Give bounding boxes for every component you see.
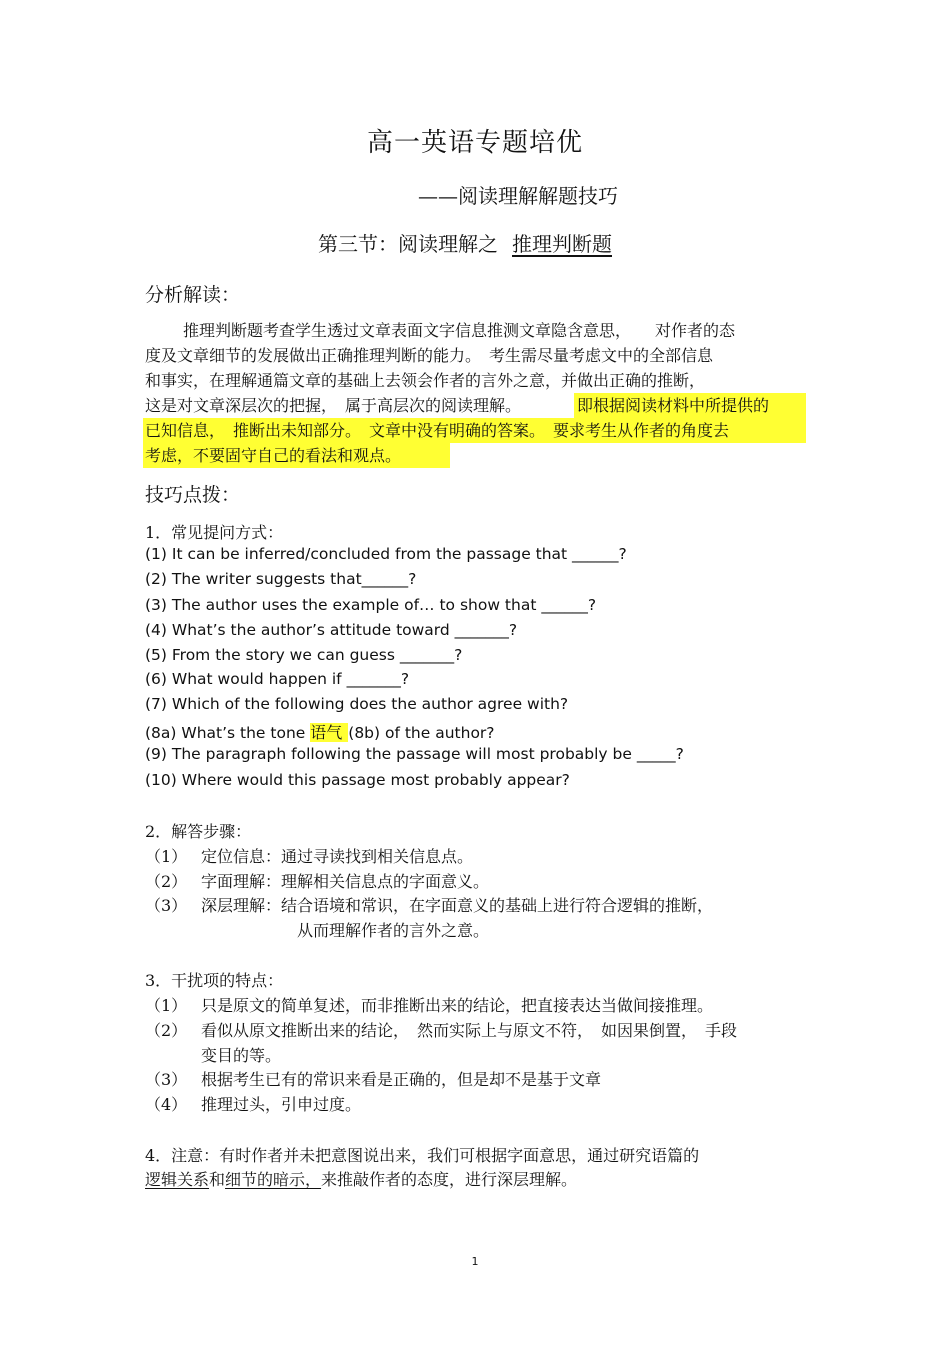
distractor-2-num: （2） (145, 1021, 188, 1040)
step-1-num: （1） (145, 847, 188, 866)
step-2-text: 字面理解：理解相关信息点的字面意义。 (201, 872, 490, 891)
step-2-num: （2） (145, 872, 188, 891)
step-3-num: （3） (145, 896, 188, 915)
note-line-1: 4．注意：有时作者并未把意图说出来，我们可根据字面意思，通过研究语篇的 (145, 1146, 700, 1165)
analysis-line-3: 和事实，在理解通篇文章的基础上去领会作者的言外之意，并做出正确的推断， (145, 371, 706, 390)
distractor-1-num: （1） (145, 996, 188, 1015)
analysis-line-2: 度及文章细节的发展做出正确推理判断的能力。 考生需尽量考虑文中的全部信息 (145, 346, 714, 365)
question-5: (5) From the story we can guess _______? (145, 646, 463, 664)
document-subtitle: ——阅读理解解题技巧 (418, 184, 618, 208)
step-1-text: 定位信息：通过寻读找到相关信息点。 (201, 847, 474, 866)
question-1: (1) It can be inferred/concluded from the passage that ______? (145, 545, 627, 563)
question-8-end: (8b) of the author? (348, 724, 495, 742)
note-conjunction: 和 (209, 1170, 226, 1189)
question-6: (6) What would happen if _______? (145, 670, 410, 688)
analysis-highlight-2: 已知信息， 推断出未知部分。 文章中没有明确的答案。 要求考生从作者的角度去 (145, 421, 730, 440)
analysis-line-4: 这是对文章深层次的把握， 属于高层次的阅读理解。 (145, 396, 522, 415)
question-8-highlight: 语气 (310, 723, 348, 742)
document-title: 高一英语专题培优 (366, 128, 583, 158)
note-line-2 (145, 1167, 577, 1190)
distractor-4-text: 推理过头，引申过度。 (201, 1095, 362, 1114)
question-types-heading: 1．常见提问方式： (145, 523, 284, 542)
analysis-heading: 分析解读： (145, 284, 241, 306)
question-10: (10) Where would this passage most probably appear? (145, 771, 570, 789)
question-9: (9) The paragraph following the passage will most probably be _____? (145, 745, 684, 763)
distractor-3-text: 根据考生已有的常识来看是正确的，但是却不是基于文章 (201, 1070, 602, 1089)
section-topic: 推理判断题 (512, 232, 612, 256)
distractor-heading: 3．干扰项的特点： (145, 971, 284, 990)
distractor-1-text: 只是原文的简单复述，而非推断出来的结论，把直接表达当做间接推理。 (201, 996, 714, 1015)
page-number: 1 (471, 1255, 479, 1268)
note-underline-logic: 逻辑关系 (145, 1170, 210, 1189)
analysis-line-1: 推理判断题考查学生透过文章表面文字信息推测文章隐含意思， 对作者的态 (183, 321, 736, 340)
step-3-text: 深层理解：结合语境和常识，在字面意义的基础上进行符合逻辑的推断， (201, 896, 714, 915)
steps-heading: 2．解答步骤： (145, 822, 252, 841)
distractor-2-text: 看似从原文推断出来的结论， 然而实际上与原文不符， 如因果倒置， 手段 (201, 1021, 738, 1040)
distractor-4-num: （4） (145, 1095, 188, 1114)
analysis-highlight-1: 即根据阅读材料中所提供的 (577, 396, 770, 415)
question-8 (145, 720, 495, 743)
question-4: (4) What’s the author’s attitude toward _______? (145, 621, 518, 639)
question-8-start: (8a) What’s the tone (145, 724, 311, 742)
question-7: (7) Which of the following does the author agree with? (145, 695, 569, 713)
step-3-continued: 从而理解作者的言外之意。 (297, 921, 490, 940)
question-2: (2) The writer suggests that______? (145, 570, 417, 588)
distractor-2-continued: 变目的等。 (201, 1046, 282, 1065)
distractor-3-num: （3） (145, 1070, 188, 1089)
note-end: 来推敲作者的态度，进行深层理解。 (321, 1170, 578, 1189)
section-prefix: 第三节：阅读理解之 (318, 232, 498, 256)
tips-heading: 技巧点拨： (145, 484, 241, 506)
section-heading (318, 228, 612, 257)
question-3: (3) The author uses the example of… to show that ______? (145, 596, 597, 614)
analysis-highlight-3: 考虑，不要固守自己的看法和观点。 (145, 446, 402, 465)
note-underline-detail: 细节的暗示， (225, 1170, 322, 1189)
